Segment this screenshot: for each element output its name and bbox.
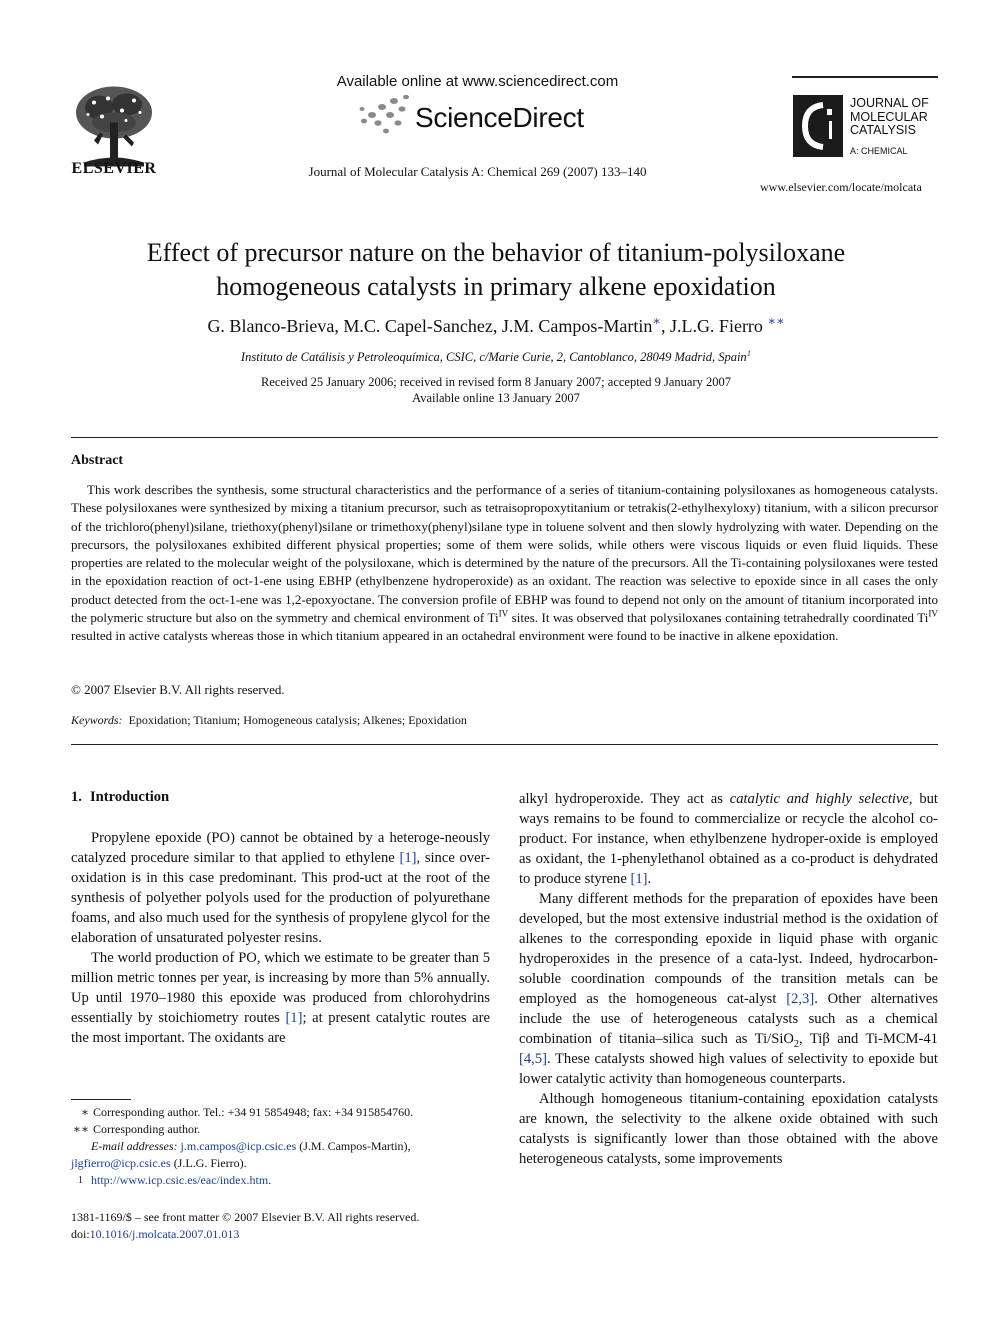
author-name: G. Blanco-Brieva [207,316,335,336]
text-run: Although homogeneous titanium-containing epoxidation catalysts are known, the selectivity to the alkene oxide obtained with such catalysts is significantly lower than those obtained with the above heterogeneous catalysts, some improvements [519,1091,938,1167]
superscript: IV [928,608,938,619]
affiliation-text: Instituto de Catálisis y Petroleoquímica, CSIC, c/Marie Curie, 2, Cantoblanco, 28049 Madrid, Spain [240,350,747,364]
journal-title-line-3: CATALYSIS [850,123,916,137]
footnote-emails [71,1138,491,1155]
abstract-text: resulted in active catalysts whereas those in which titanium appeared in an octahedral environment were found to be inactive in alkene epoxidation. [71,628,839,644]
journal-title-line-2: MOLECULAR [850,109,928,124]
email-label: E-mail addresses: [91,1139,178,1153]
journal-cover-icon [793,95,843,157]
subscript: 2 [793,1038,800,1050]
journal-subtitle: A: CHEMICAL [850,146,908,156]
text-run: . These catalysts showed high values of selectivity to epoxide but lower catalytic activity than homogeneous counterparts. [519,1051,938,1087]
affiliation-footnote-mark[interactable]: 1 [746,347,752,358]
keywords [71,713,467,728]
abstract-text: This work describes the synthesis, some structural characteristics and the performance of a series of titanium-containing polysiloxanes as homogeneous catalysts. These polysiloxanes were synthesized by mixing a titanium precursor, such as tetraisopropoxytitanium or tetrakis(2-ethylhexyloxy) titanium, with a silicon precursor of the trichloro(phenyl)silane, triethoxy(phenyl)silane or trimethoxy(phenyl)silane type in toluene solvent and then slowly hydrolyzing with water. Depending on the precursors, the polysiloxanes exhibited different physical properties; some of them were solids, while others were viscous liquids or even fluid liquids. These properties are related to the molecular weight of the polysiloxane, which is determined by the nature of the precursors. All the Ti-containing polysiloxanes were tested in the epoxidation reaction of oct-1-ene using EBHP (ethylbenzene hydroperoxide) as an oxidant. The reaction was selective to epoxide since in all cases the only product detected from the oct-1-ene was 1,2-epoxyoctane. The conversion profile of EBHP was found to depend not only on the amount of titanium incorporated into the polymeric structure but also on the symmetry and chemical environment of Ti [71,482,938,626]
text-run: Propylene epoxide (PO) cannot be obtained by a heteroge-neously catalyzed procedure similar to that applied to ethylene [71,830,490,866]
doi-line [71,1226,419,1243]
text-run: . [647,871,652,887]
author-footnote-mark[interactable]: ∗ [652,314,661,328]
divider [71,744,938,745]
journal-citation: Journal of Molecular Catalysis A: Chemical 269 (2007) 133–140 [308,164,647,179]
email-link[interactable]: j.m.campos@icp.csic.es [180,1139,297,1153]
reference-link[interactable]: [2,3] [786,991,815,1007]
text-run: , but ways remains to be found to commercialize or recycle the alcohol co-product. For instance, when ethylbenzene hydroper-oxide is employed as oxidant, the 1-phenylethanol obtained as a co-product is dehydrated to produce styrene [519,791,938,887]
right-column [519,789,938,1169]
reference-link[interactable]: [1] [285,1010,303,1026]
footnote [71,1172,491,1189]
author-list: G. Blanco-Brieva, M.C. Capel-Sanchez, J.M. Campos-Martin∗, J.L.G. Fierro ∗∗ [207,314,785,336]
copyright-notice: © 2007 Elsevier B.V. All rights reserved. [71,682,285,697]
paragraph [71,948,490,1048]
email-owner: (J.L.G. Fierro). [170,1156,247,1170]
available-online-date: Available online 13 January 2007 [412,391,580,405]
footnote-url-link[interactable]: http://www.icp.csic.es/eac/index.htm [91,1173,269,1187]
text-run: The world production of PO, which we estimate to be greater than 5 million metric tonnes per year, is increasing by more than 5% annually. Up until 1970–1980 this epoxide was produced from chlorohydrins essentially by stoichiometry routes [71,950,490,1026]
section-title: Introduction [89,789,170,805]
text-run: , Tiβ and Ti-MCM-41 [799,1031,938,1047]
email-link[interactable]: jlgfierro@icp.csic.es [71,1156,171,1170]
text-run: Many different methods for the preparation of epoxides have been developed, but the most extensive industrial method is the oxidation of alkenes to the corresponding epoxide in liquid phase with organic hydroperoxides in the presence of a cata-lyst. Indeed, hydrocarbon-soluble coordination compounds of the transition metals can be employed as the homogeneous cat-alyst [519,891,938,1007]
superscript: IV [498,608,509,619]
footnote [71,1104,491,1121]
doi-label: doi: [71,1227,90,1241]
available-online-line: Available online at www.sciencedirect.com [336,73,619,90]
author-name: J.L.G. Fierro [669,316,763,336]
footnote-emails-cont [71,1155,491,1172]
email-owner: (J.M. Campos-Martin), [296,1139,411,1153]
author-name: J.M. Campos-Martin [501,316,653,336]
paragraph [519,1089,938,1169]
left-column [71,828,490,1048]
paragraph [519,889,938,1089]
publisher-logo-text: ELSEVIER [71,160,157,177]
footnote-text: Corresponding author. Tel.: +34 91 5854948; fax: +34 915854760. [93,1105,414,1119]
journal-url-link[interactable]: www.elsevier.com/locate/molcata [760,180,922,194]
reference-link[interactable]: [1] [630,871,648,887]
emphasis: catalytic and highly selective [729,791,909,807]
section-number: 1. [71,789,82,805]
footnote-mark: 1 [78,1175,83,1186]
article-title [60,236,932,304]
footnote-text: Corresponding author. [93,1122,201,1136]
journal-title [850,97,929,138]
abstract-heading: Abstract [71,453,124,468]
issn-line: 1381-1169/$ – see front matter © 2007 Elsevier B.V. All rights reserved. [71,1210,420,1224]
author-name: M.C. Capel-Sanchez [343,316,493,336]
received-dates: Received 25 January 2006; received in revised form 8 January 2007; accepted 9 January 2007 [261,375,731,389]
footnote-divider [71,1099,131,1100]
text-run: , since over-oxidation is in this case predominant. This prod-uct at the root of the synthesis of polyether polyols used for the production of polyurethane foams, and also much used for the synthesis of propylene glycol for the elaboration of unsaturated polyester resins. [71,850,490,946]
text-run: . Other alternatives include the use of heterogeneous catalysts such as a chemical combination of titania–silica such as Ti/SiO [519,991,938,1047]
text-run: alkyl hydroperoxide. They act as [519,791,730,807]
text-run: . [268,1173,272,1187]
footnote-mark: ∗ [80,1105,89,1119]
abstract-body [71,481,938,646]
journal-title-line-1: JOURNAL OF [850,96,929,110]
keywords-label: Keywords: [71,713,123,727]
paragraph [71,828,490,948]
abstract-text: sites. It was observed that polysiloxanes containing tetrahedrally coordinated Ti [508,610,929,626]
author-footnote-mark[interactable]: ∗∗ [767,314,785,328]
article-title-line-1: Effect of precursor nature on the behavior of titanium-polysiloxane [146,238,846,267]
footnote [71,1121,491,1138]
footnote-mark: ∗∗ [72,1122,89,1136]
article-title-line-2: homogeneous catalysts in primary alkene epoxidation [216,272,776,301]
footnotes [71,1104,491,1189]
paragraph [519,789,938,889]
doi-link[interactable]: 10.1016/j.molcata.2007.01.013 [89,1227,240,1241]
divider [71,437,938,438]
affiliation [60,347,932,365]
reference-link[interactable]: [1] [399,850,417,866]
section-heading [71,789,169,806]
keywords-text: Epoxidation; Titanium; Homogeneous catalysis; Alkenes; Epoxidation [128,713,467,727]
text-run: ; at present catalytic routes are the most important. The oxidants are [71,1010,490,1046]
reference-link[interactable]: [4,5] [519,1051,547,1067]
article-history [60,374,932,406]
sciencedirect-wordmark: ScienceDirect [415,102,584,133]
issn-block [71,1209,419,1243]
